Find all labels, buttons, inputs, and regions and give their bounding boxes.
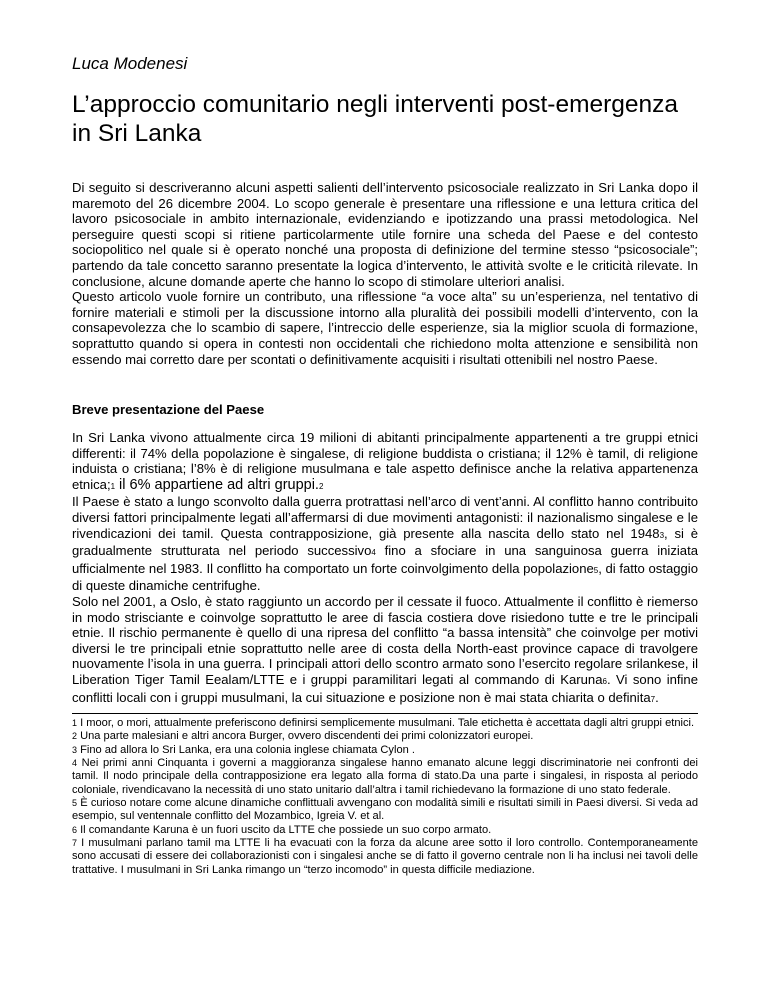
paragraph-text: , di fatto ostaggio di queste dinamiche centrifughe. bbox=[72, 560, 698, 594]
paragraph-text: , si è gradualmente strutturata nel periodo successivo bbox=[72, 525, 699, 559]
footnote-number: 7 bbox=[72, 838, 78, 849]
footnote-text: È curioso notare come alcune dinamiche conflittuali avvengano con modalità simili e risultati simili in Paesi diversi. Si veda ad esempio, sul ventennale conflitto del Mozambico, Igreia V. et al. bbox=[72, 797, 698, 823]
footnote-divider bbox=[72, 713, 698, 714]
footnote-text: I musulmani parlano tamil ma LTTE li ha evacuati con la forza da alcune aree sotto il loro controllo. Contemporaneamente sono accusati di essere dei collaborazionisti con i singalesi anche se di fatto il governo centrale non li ha inclusi nei tavoli delle trattative. I musulmani in Sri Lanka rimango un “terzo incomodo” in questa difficile mediazione. bbox=[72, 837, 698, 876]
footnote bbox=[72, 717, 698, 730]
paragraph-text: Il Paese è stato a lungo sconvolto dalla guerra protrattasi nell’arco di vent’anni. Al conflitto hanno contribuito diversi fattori principalmente legati all’affermarsi di due movimenti antagonisti: il nazionalismo singalese e le rivendicazioni dei tamil. Questa contrapposizione, già presente alla nascita dello stato nel 1948 bbox=[72, 494, 698, 541]
article-title: L’approccio comunitario negli interventi post-emergenza in Sri Lanka bbox=[72, 91, 679, 147]
paragraph-text: fino a sfociare in una sanguinosa guerra iniziata ufficialmente nel 1983. Il conflitto ha comportato un forte coinvolgimento della popolazione bbox=[72, 543, 699, 576]
country-paragraph-3 bbox=[72, 594, 698, 707]
footnote-text: Una parte malesiani e altri ancora Burger, ovvero discendenti dei primi colonizzatori europei. bbox=[77, 730, 534, 743]
footnote-number: 6 bbox=[72, 824, 78, 835]
footnote bbox=[72, 757, 698, 797]
footnote-ref: 4 bbox=[371, 548, 376, 558]
paragraph-text: . bbox=[655, 689, 659, 705]
footnote-number: 4 bbox=[72, 758, 78, 769]
paragraph-text: In Sri Lanka vivono attualmente circa 19 milioni di abitanti principalmente appartenenti a tre gruppi etnici differenti: il 74% della popolazione è singalese, di religione buddista o cristiana; il 12% è tamil, di religione induista o cristiana; l’8% è di religione musulmana e tale aspetto definisce anche la relativa appartenenza etnica; bbox=[72, 430, 698, 492]
footnote bbox=[72, 824, 698, 837]
footnote-ref: 3 bbox=[659, 530, 665, 540]
intro-paragraph-2: Questo articolo vuole fornire un contributo, una riflessione “a voce alta” su un’esperienza, nel tentativo di fornire materiali e stimoli per la discussione intorno alla pluralità dei possibili modelli d’intervento, con la consapevolezza che lo scambio di sapere, l’intreccio delle esperienze, sia la miglior scuola di formazione, soprattutto quando si opera in contesti non occidentali che richiedono molta attenzione e sensibilità non essendo mai corretto dare per scontati o definitivamente acquisiti i risultati ottenibili nel nostro Paese. bbox=[72, 289, 698, 367]
footnote bbox=[72, 797, 698, 824]
footnote-number: 3 bbox=[72, 744, 78, 755]
author-name: Luca Modenesi bbox=[72, 54, 188, 73]
footnote-number: 1 bbox=[72, 718, 78, 728]
section-heading: Breve presentazione del Paese bbox=[72, 402, 265, 417]
paragraph-text: . Vi sono infine conflitti locali con i gruppi musulmani, la cui situazione e posizione non è mai stata chiarita o definita bbox=[72, 671, 698, 705]
footnote-text: Nei primi anni Cinquanta i governi a maggioranza singalese hanno emanato alcune leggi discriminatorie nei confronti dei tamil. Il nodo principale della contrapposizione era legato alla forma di stato.Da una parte i singalesi, in risposta al periodo coloniale, rivendicavano la necessità di uno stato unitario dall’altra i tamil richiedevano la formazione di uno stato federale. bbox=[72, 757, 698, 796]
footnote-ref: 5 bbox=[593, 565, 599, 575]
footnote bbox=[72, 837, 698, 877]
footnote-text: I moor, o mori, attualmente preferiscono definirsi semplicemente musulmani. Tale etichetta è accettata dagli altri gruppi etnici. bbox=[77, 717, 695, 729]
footnotes bbox=[72, 717, 698, 877]
footnote-ref: 6 bbox=[602, 676, 607, 686]
footnote bbox=[72, 730, 698, 743]
country-section bbox=[72, 430, 698, 707]
footnote-number: 5 bbox=[72, 798, 78, 809]
intro-paragraph-1: Di seguito si descriveranno alcuni aspetti salienti dell’intervento psicosociale realizzato in Sri Lanka dopo il maremoto del 26 dicembre 2004. Lo scopo generale è presentare una riflessione e una lettura critica del lavoro psicosociale in ambito internazionale, evidenziando e ipotizzando una prassi metodologica. Nel perseguire questi scopi si ritiene particolarmente utile fornire una scheda del Paese e del contesto sociopolitico nel quale si è operato nonché una proposta di definizione del termine stesso “psicosociale”; partendo da tale concetto saranno presentate la logica d’intervento, le attività svolte e le criticità rilevate. In conclusione, alcune domande aperte che hanno lo scopo di stimolare ulteriori analisi. bbox=[72, 180, 698, 289]
paragraph-text: Solo nel 2001, a Oslo, è stato raggiunto un accordo per il cessate il fuoco. Attualmente il conflitto è riemerso in modo strisciante e coinvolge soprattutto le aree di fascia costiera dove risiedono tutte e tre le principali etnie. Il rischio permanente è quello di una ripresa del conflitto “a bassa intensità” che coinvolge per motivi diversi le tre principali etnie soprattutto nelle aree di costa della North-east province capace di travolgere nuovamente l’isola in una guerra. I principali attori dello scontro armato sono l’esercito regolare srilankese, il Liberation Tiger Tamil Eealam/LTTE e i gruppi paramilitari legati al commando di Karuna bbox=[72, 593, 698, 687]
country-paragraph-1 bbox=[72, 430, 698, 494]
intro-section bbox=[72, 180, 698, 367]
footnote-text: Fino ad allora lo Sri Lanka, era una colonia inglese chiamata Cylon . bbox=[77, 743, 415, 756]
footnote-ref: 2 bbox=[318, 481, 324, 491]
footnote-text: Il comandante Karuna è un fuori uscito da LTTE che possiede un suo corpo armato. bbox=[77, 823, 492, 836]
footnote-ref: 7 bbox=[650, 694, 656, 704]
footnote-number: 2 bbox=[72, 731, 78, 742]
country-paragraph-2 bbox=[72, 494, 698, 594]
paragraph-text: il 6% appartiene ad altri gruppi. bbox=[115, 476, 319, 493]
footnote bbox=[72, 744, 698, 757]
footnote-ref: 1 bbox=[110, 481, 116, 491]
